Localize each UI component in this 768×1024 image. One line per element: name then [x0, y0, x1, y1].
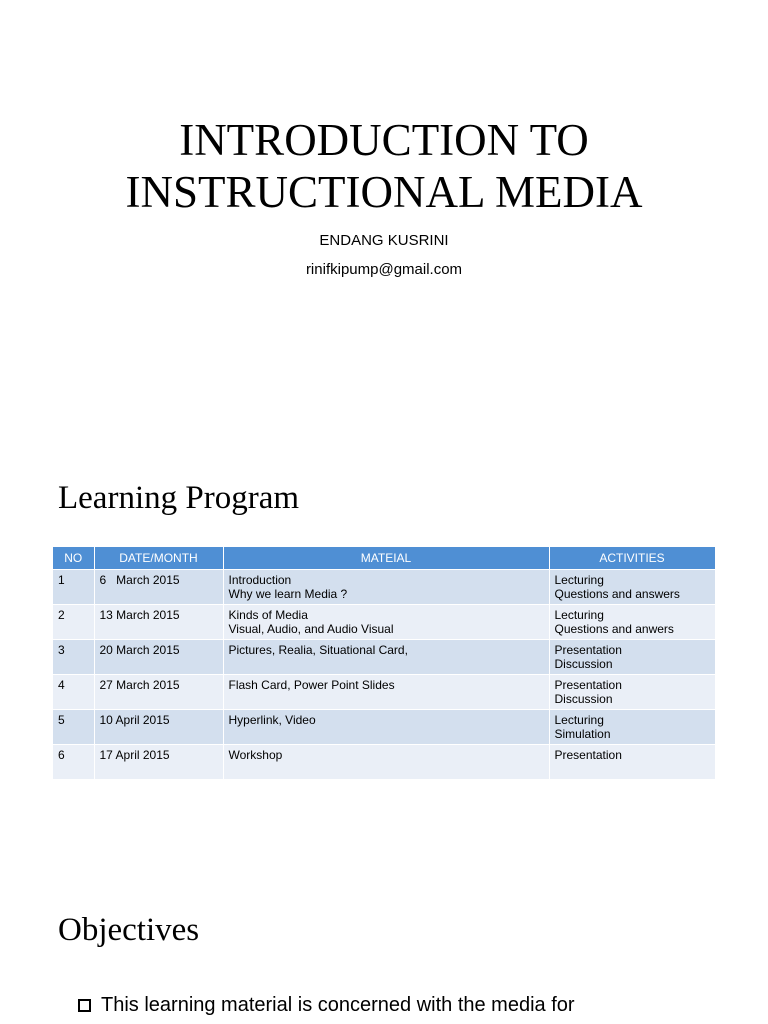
checkbox-bullet-icon [78, 999, 91, 1012]
cell-date: 27 March 2015 [94, 675, 223, 710]
table-row [53, 675, 715, 710]
cell-date: 17 April 2015 [94, 745, 223, 780]
cell-no: 3 [53, 640, 94, 675]
cell-material [223, 605, 549, 640]
cell-activities [549, 605, 715, 640]
header-material: MATEIAL [223, 547, 549, 570]
table-row [53, 640, 715, 675]
learning-program-table [53, 547, 716, 779]
cell-activities [549, 675, 715, 710]
activities-line: Simulation [554, 727, 611, 741]
activities-line: Questions and anwers [554, 622, 674, 636]
cell-material [223, 710, 549, 745]
material-line: Hyperlink, Video [228, 713, 316, 727]
cell-no: 6 [53, 745, 94, 780]
cell-no: 1 [53, 570, 94, 605]
activities-line: Presentation [554, 748, 622, 762]
material-line: Introduction [228, 573, 292, 587]
cell-material [223, 570, 549, 605]
material-line: Flash Card, Power Point Slides [228, 678, 395, 692]
cell-material [223, 640, 549, 675]
author-name: ENDANG KUSRINI [319, 232, 449, 249]
cell-material [223, 745, 549, 780]
material-line: Why we learn Media ? [228, 587, 348, 601]
table-header-row [53, 547, 715, 570]
activities-line: Presentation [554, 678, 622, 692]
material-line: Kinds of Media [228, 608, 308, 622]
cell-activities [549, 710, 715, 745]
cell-no: 4 [53, 675, 94, 710]
activities-line: Lecturing [554, 713, 604, 727]
cell-date: 20 March 2015 [94, 640, 223, 675]
header-activities: ACTIVITIES [549, 547, 715, 570]
activities-line: Discussion [554, 657, 613, 671]
cell-no: 2 [53, 605, 94, 640]
table-row [53, 745, 715, 780]
cell-activities [549, 570, 715, 605]
material-line: Visual, Audio, and Audio Visual [228, 622, 394, 636]
header-no: NO [53, 547, 94, 570]
material-line: Pictures, Realia, Situational Card, [228, 643, 408, 657]
activities-line: Presentation [554, 643, 622, 657]
objective-text: This learning material is concerned with the media for [101, 994, 575, 1016]
activities-line: Lecturing [554, 573, 604, 587]
table-row [53, 710, 715, 745]
table-row [53, 570, 715, 605]
cell-date: 10 April 2015 [94, 710, 223, 745]
activities-line: Lecturing [554, 608, 604, 622]
cell-no: 5 [53, 710, 94, 745]
cell-material [223, 675, 549, 710]
table-row [53, 605, 715, 640]
slide-title [0, 114, 768, 218]
cell-date: 13 March 2015 [94, 605, 223, 640]
title-line-2: INSTRUCTIONAL MEDIA [125, 167, 643, 217]
activities-line: Questions and answers [554, 587, 680, 601]
activities-line: Discussion [554, 692, 613, 706]
header-date: DATE/MONTH [94, 547, 223, 570]
table-body [53, 570, 715, 780]
author-email: rinifkipump@gmail.com [305, 261, 463, 278]
cell-activities [549, 745, 715, 780]
title-line-1: INTRODUCTION TO [179, 115, 589, 165]
objectives-heading: Objectives [58, 912, 200, 948]
material-line: Workshop [228, 748, 283, 762]
cell-date: 6 March 2015 [94, 570, 223, 605]
cell-activities [549, 640, 715, 675]
objective-item [78, 992, 688, 1018]
learning-program-heading: Learning Program [58, 480, 300, 516]
